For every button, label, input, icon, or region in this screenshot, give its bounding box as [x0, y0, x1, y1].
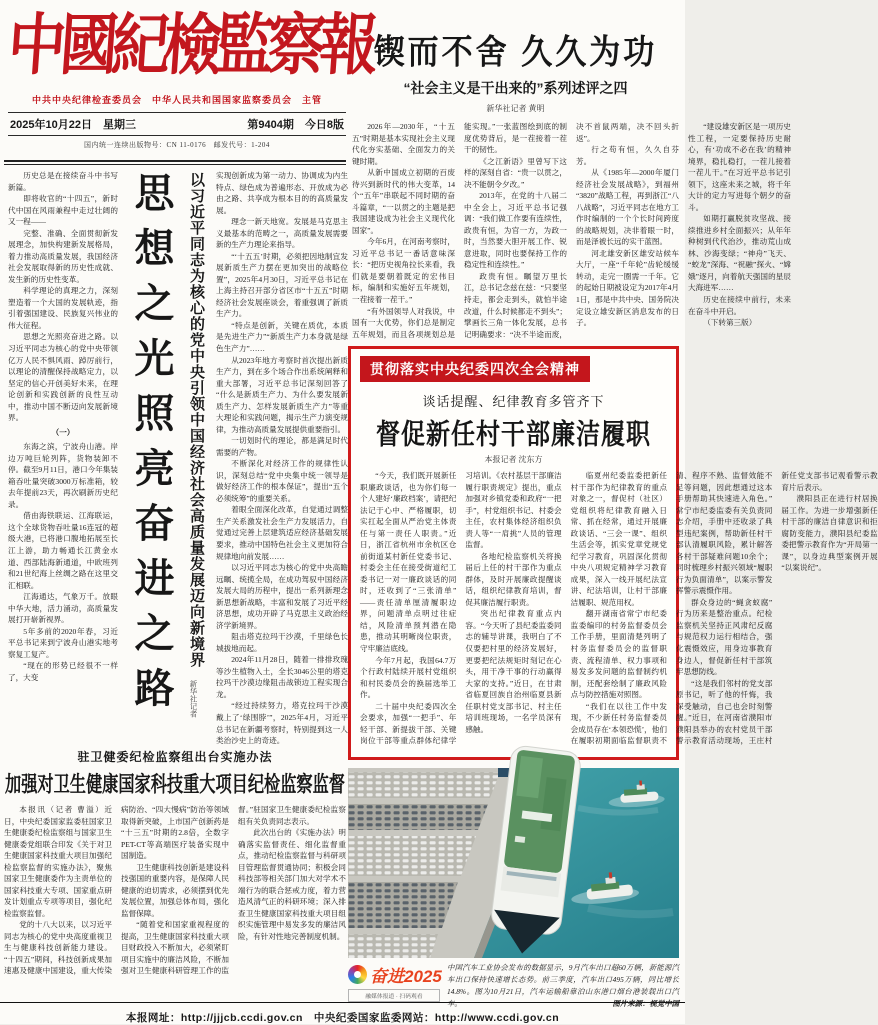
page-footer	[0, 1002, 685, 1025]
fenjin-logo-subtext: 融媒体报道 · 扫码观看	[348, 989, 440, 1002]
photo-caption-text: 中国汽车工业协会发布的数据显示，9月汽车出口超60万辆，新能源汽车出口保持快速增长态势。前三季度，汽车出口495万辆，同比增长14.8%。图为10月21日，汽车运输船靠泊山东港口烟台港装载出口汽车。	[447, 963, 679, 1008]
newspaper-title: 中國紀檢監察報	[5, 8, 375, 83]
health-article-body: 本报讯（记者 曹溢）近日，中央纪委国家监委驻国家卫生健康委纪检监察组与国家卫生健康委党组联合印发《关于对卫生健康国家科技重大项目加强纪检监察监督的实施办法》，聚焦国家卫生健康委作为主责单位的国家科技重大专项、国家重点研发计划重点专项等项目，强化纪检监察监督。 党的十八大以来，以习近平同志为核心的党中央高度重视卫生与健康科技创新能力建设。“十四五”期间，科技创新成果加速惠及健康中国建设，重大传染病防治、“四大慢病”防治等领域取得新突破，上市国产创新药是“十三五”时期的2.8倍，全数字PET-CT等高端医疗装备实现中国制造。 卫生健康科技创新是建设科技强国的重要内容，是保障人民健康的迫切需求，必须摆到优先发展位置，加强总体布局，强化监督保障。 “随着党和国家重视程度的提高，卫生健康国家科技重大项目财政投入不断加大，必须紧盯项目实施中的廉洁风险，不断加强对卫生健康科研管理工作的监督。”驻国家卫生健康委纪检监察组有关负责同志表示。 此次出台的《实施办法》明确落实监督责任、细化监督重点，推动纪检监察监督与科研项目管理监督贯通协同；积极会同科技部等相关部门加大对学术不端行为的联合惩戒力度，着力营造风清气正的科研环境；深入排查卫生健康国家科技重大项目组织实施管理中易发多发的廉洁风险，有针对性地完善制度机制。	[4, 805, 346, 976]
publication-code: 国内统一连续出版物号：CN 11-0176 邮发代号：1-204	[84, 141, 270, 150]
issue-info: 第9404期 今日8版	[247, 119, 344, 132]
car-carrier-ship-illustration	[348, 768, 679, 958]
masthead-divider	[4, 160, 346, 165]
lead-article-column-1: 历史总是在接续奋斗中书写新篇。 即将收官的“十四五”，新时代中国在风雨兼程中走过壮阔的又一程—— 完整、准确、全面贯彻新发展理念，加快构建新发展格局，着力推动高质量发展，我国经济社会发展取得新的历史性成就、发生新的历史性变革。 科学理论的真理之力，深刻塑造着一个大国的发展轨迹，指引着强国建设、民族复兴伟业的伟大征程。 思想之光照亮奋进之路。以习近平同志为核心的党中央带领亿万人民不惧风雨、踔厉前行，以理论的清醒保持战略定力，以坚定的信心开创美好未来，在理论创新和实践创新的良性互动中，推动中国不断迈向发展新境界。 （一） 东海之滨，宁波舟山港。岸边万吨巨轮列阵，货物装卸不停。截至9月11日，港口今年集装箱吞吐量突破3000万标准箱，较去年提前23天，再次刷新历史纪录。 借由海铁联运、江海联运，这个全球货物吞吐量16连冠的超级大港，已将港口腹地拓展至长江上游，助力畅通长江黄金水道、西部陆海新通道，中欧班列和21世纪海上丝绸之路在这里交汇相联。 江海通达，气象万千。放眼中华大地，活力涌动，高质量发展打开崭新视界。 5年多前的2020年春，习近平总书记来到宁波舟山港实地考察复工复产。 “现在的形势已经很不一样了，大变	[8, 171, 118, 682]
health-article-kicker: 驻卫健委纪检监察组出台实施办法	[77, 750, 273, 764]
plenary-theme-badge: 贯彻落实中央纪委四次全会精神	[360, 356, 590, 382]
lead-article-column-2: 实现创新成为第一动力、协调成为内生特点、绿色成为普遍形态、开放成为必由之路、共享成为根本目的的高质量发展。 理念一新天地宽。发展是马克思主义最基本的范畴之一，高质量发展需要新的生产力理论来指导。 “‘十五五’时期，必须把因地制宜发展新质生产力摆在更加突出的战略位置”，2025年4月30日，习近平总书记在上海主持召开部分省区市“十五五”时期经济社会发展座谈会，着重强调了新质生产力。 “特点是创新，关键在质优，本质是先进生产力”“新质生产力本身就是绿色生产力”…… 从2023年地方考察时首次提出新质生产力，到在多个场合作出系统阐释和重大部署，习近平总书记深刻回答了“什么是新质生产力、为什么要发展新质生产力、怎样发展新质生产力”等重大理论和实践问题，揭示生产力演变规律，为推动高质量发展提供重要指引。 一切划时代的理论，都是满足时代需要的产物。 不断深化对经济工作的规律性认识，深刻总结“党中央集中统一领导是做好经济工作的根本保证”，提出“五个必须统筹”的重要关系。 着眼全面深化改革，自觉通过调整生产关系激发社会生产力发展活力，自觉通过完善上层建筑适应经济基础发展要求，推动中国特色社会主义更加符合规律地向前发展…… 以习近平同志为核心的党中央高瞻远瞩、统揽全局，在成功驾驭中国经济发展大局的历程中，提出一系列新理念新思想新战略，丰富和发展了习近平经济思想，成功开辟了马克思主义政治经济学新境界。 阻击塔克拉玛干沙漠，千里绿色长城拔地而起。 2024年11月28日，随着一排排玫瑰等沙生植物入土，全长3046公里的塔克拉玛干沙漠边缘阻击战锁边工程实现合龙。 “经过持续努力，塔克拉玛干沙漠戴上了‘绿围脖’”，2025年4月，习近平总书记在新疆考察时，特别提到这一人类治沙史上的奇迹。	[216, 171, 348, 746]
article-top-right	[352, 26, 791, 343]
top-article-byline: 新华社记者 黄明	[486, 104, 545, 113]
top-article-headline: 锲而不舍 久久为功	[373, 32, 658, 72]
photo-credit: 图片来源：视觉中国	[612, 998, 679, 1008]
boxed-article-kicker: 谈话提醒、纪律教育多管齐下	[422, 394, 605, 409]
boxed-article	[348, 346, 878, 760]
port-photo	[348, 768, 679, 958]
boxed-article-body: “今天，我们既开展新任职廉政谈话，也为你们每一个人建好‘廉政档案’，请把纪法记于心中、严格履职，切实扛起全面从严治党主体责任与第一责任人职责。”近日，浙江省杭州市余杭区仓前街道某村新任党委书记、村委会主任在接受街道纪工委书记一对一廉政谈话的同时，还收到了“三张清单”——责任清单厘清履职边界，问题清单点明过往症结，风险清单预判潜在隐患，推动其明晰岗位职责，守牢廉洁底线。 今年7月起，我国64.7万个行政村陆续开展村党组织和村民委员会的换届选举工作。 二十届中央纪委四次全会要求，加强“一把手”、年轻干部、新提拔干部、关键岗位干部等重点群体纪律学习培训。《农村基层干部廉洁履行职责规定》提出，重点加强对乡镇党委和政府“一把手”，村党组织书记、村委会主任，农村集体经济组织负责人等“一肩挑”人员的管理监督。 各地纪检监察机关将换届后上任的村干部作为重点群体，及时开展廉政提醒谈话，组织纪律教育培训，督促其廉洁履行职责。 突出纪律教育重点内容。“今天听了县纪委监委同志的辅导讲课，我明白了不仅要把村里的经济发展好，更要把纪法规矩时刻记在心头，用干净干事的行动赢得大家的支持。”近日，在甘肃省临夏回族自治州临夏县新任职村党支部书记、村主任培训班现场，一名学员深有感触。 临夏州纪委监委把新任村干部作为纪律教育的重点对象之一，督促村（社区）党组织将纪律教育融入日常、抓在经常，通过开展廉政谈话、“三会一课”、组织生活会等，抓实党章党规党纪学习教育，巩固深化贯彻中央八项规定精神学习教育成果，深入一线开展纪法宣讲、纪法培训，让村干部廉洁履职、规范用权。 翻开湖南省常宁市纪委监委编印的村务监督委员会工作手册，里面清楚列明了村务监督委员会的监督职责、流程清单、权力事项和易发多发问题的监督制约机制，还配套绘制了廉政风险点与防控措施对照图。 “我们在以往工作中发现，不少新任村务监督委员会成员存在‘本领恐慌’，他们在履职初期面临监督职责不清、程序不熟、监督效能不足等问题，因此想通过这本手册帮助其快速进入角色。”常宁市纪委监委有关负责同志介绍，手册中还收录了典型违纪案例，帮助新任村干部认清履职风险，累计解答各村干部疑难问题10余个；同时梳理乡村振兴领域“履职行为负面清单”，以案示警发挥警示震慑作用。 群众身边的“蝇贪蚁腐”行为历来是整治重点。纪检监察机关坚持正风肃纪反腐与规范权力运行相结合，强化震慑效应，用身边事教育身边人，督促新任村干部筑牢思想防线。 “这是我们邻村的党支部原书记，听了他的忏悔，我深受触动，自己也会时刻警醒。”近日，在河南省濮阳市濮阳县举办的农村党员干部警示教育活动现场，王庄村新任党支部书记观看警示教育片后表示。 濮阳县正在进行村居换届工作。为进一步增强新任村干部的廉洁自律意识和拒腐防变能力，濮阳县纪委监委把警示教育作为“开局第一课”，以身边典型案例开展“以案说纪”。	[360, 471, 878, 746]
article-bottom-left	[4, 748, 346, 982]
masthead	[5, 8, 375, 150]
date-line	[8, 112, 346, 136]
boxed-article-byline: 本报记者 沈东方	[484, 455, 543, 464]
lead-article-vertical-headline: 思想之光照亮奋进之路	[129, 172, 173, 722]
lead-article-byline: 新华社记者	[189, 680, 198, 718]
health-article-headline: 加强对卫生健康国家科技重大项目纪检监察监督	[5, 772, 345, 797]
pinwheel-icon	[348, 965, 367, 984]
supervisor-line: 中共中央纪律检查委员会 中华人民共和国国家监察委员会 主管	[31, 95, 322, 106]
boxed-article-headline: 督促新任村干部廉洁履职	[376, 420, 651, 451]
footer-urls: 本报网址：http://jjjcb.ccdi.gov.cn 中央纪委国家监委网站：http://www.ccdi.gov.cn	[125, 1012, 560, 1024]
publish-date: 2025年10月22日 星期三	[10, 119, 136, 132]
top-article-subtitle: “社会主义是干出来的”系列述评之四	[403, 80, 628, 96]
top-article-body: 2026年—2030年，“十五五”时期是基本实现社会主义现代化夯实基础、全面发力的关键时期。 从新中国成立初期的百废待兴到新时代的伟大变革，14个“五年”串联起不同时期的奋斗篇章，“一以贯之的主题是把我国建设成为社会主义现代化国家”。 今年6月，在河南考察时，习近平总书记一番话意味深长：“把历史视角拉长来看，我们就是要朝着既定的宏伟目标，编制和实施好五年规划，一茬接着一茬干。” “有外国领导人对我说，中国有一大优势，你们总是制定五年规划，而且各项规划总是能实现。”一张蓝图绘到底的制度优势背后，是一茬接着一茬干的韧性。 《之江新语》里曾写下这样的深刻自省：“贵一以贯之，决不能朝令夕改。” 2013年，在党的十八届二中全会上，习近平总书记强调：“我们做工作要有连续性，政贵有恒，为官一方，为政一时，当然要大胆开展工作、锐意进取，同时也要保持工作的稳定性和连续性。” 政贵有恒。瞩望万里长江，总书记念兹在兹：“只要坚持走，都会走到头，就怕半途改道，什么时候都走不到头”；擘画长三角一体化发展，总书记明确要求：“决不半途而废，决不首鼠两端，决不回头折返”。 行之苟有恒，久久自芬芳。 从《1985年—2000年厦门经济社会发展战略》，到福州“3820”战略工程，再到浙江“八八战略”，习近平同志在地方工作时编制的一个个长时间跨度的战略规划，决非着眼一时，而是泽被长远的实干蓝图。 河北雄安新区雄安站候车大厅，一座“千年轮”齿轮缓缓转动，走完一圈需一千年。它的起始日期被设定为2017年4月1日，那是中共中央、国务院决定设立雄安新区消息发布的日子。 “建设雄安新区是一项历史性工程，一定要保持历史耐心，有‘功成不必在我’的精神境界，稳扎稳打，一茬儿接着一茬儿干。”在习近平总书记引领下，这座未来之城，将千年大计的定力写进每个朝夕的奋斗。 如期打赢脱贫攻坚战、接续推进乡村全面振兴；从年年种树到代代治沙，推动荒山成林、沙海变绿；“神舟”飞天、“蛟龙”深海、“祝融”探火、“嫦娥”逐月，向着航天强国的星辰大海进军…… 历史在接续中前行，未来在奋斗中开启。 （下转第三版）	[352, 122, 791, 339]
lead-article-vertical-subtitle: 以习近平同志为核心的党中央引领中国经济社会高质量发展迈向新境界	[188, 172, 205, 668]
fenjin-logo-text: 奋进2025	[370, 967, 442, 986]
